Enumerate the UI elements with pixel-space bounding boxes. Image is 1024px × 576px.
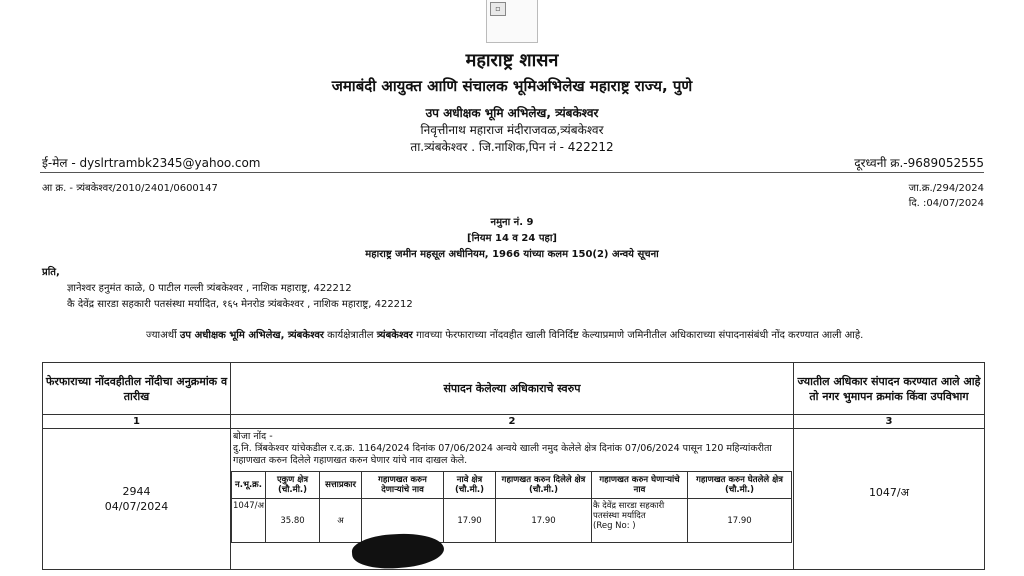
inner-header: एकुण क्षेत्र (चौ.मी.) [266,472,320,499]
inner-header: गहाणखत करुन घेणाऱ्यांचे नाव [592,472,688,499]
column-header-entry: फेरफाराच्या नोंदवहीतील नोंदीचा अनुक्रमांक व तारीख [43,363,231,415]
notice-intro-paragraph [42,328,984,344]
column-number: 1 [43,415,231,429]
government-emblem-image [486,0,538,43]
recipients-label: प्रति, [42,267,60,278]
office-address-line1: निवृत्तीनाथ महाराज मंदीराजवळ,त्र्यंबकेश्वर [420,123,604,137]
recipient-address: कै देवेंद्र सारडा सहकारी पतसंस्था मर्यादित, १६५ मेनरोड त्र्यंबकेश्वर , नाशिक महाराष्ट्र, 422212 [67,299,413,310]
intro-text: ज्याअर्थी [146,330,177,341]
inner-taker-cell [592,499,688,543]
plot-number-cell [794,429,985,570]
mutation-register-table [42,362,985,570]
inner-taker-name: कै देवेंद्र सारडा सहकारी पतसंस्था मर्यादित [593,501,665,521]
column-number: 2 [231,415,794,429]
inner-mortgaged-area: 17.90 [496,499,592,543]
form-act-reference: महाराष्ट्र जमीन महसूल अधीनियम, 1966 यांच्या कलम 150(2) अन्वये सूचना [365,249,659,260]
column-header-survey: ज्यातील अधिकार संपादन करण्यात आले आहे तो नगर भुमापन क्रमांक किंवा उपविभाग [794,363,985,415]
office-email: ई-मेल - dyslrtrambk2345@yahoo.com [42,156,261,170]
letter-date: दि. :04/07/2024 [908,198,984,209]
office-name: उप अधीक्षक भूमि अभिलेख, त्र्यंबकेश्वर [425,106,599,120]
government-title: महाराष्ट्र शासन [465,50,559,71]
form-rule-reference: [नियम 14 व 24 पहा] [467,233,557,244]
department-title: जमाबंदी आयुक्त आणि संचालक भूमिअभिलेख महाराष्ट्र राज्य, पुणे [331,77,693,95]
inner-header: सत्ताप्रकार [320,472,362,499]
inner-header: नावे क्षेत्र (चौ.मी.) [444,472,496,499]
entry-description-cell [231,429,794,570]
office-address-line2: ता.त्र्यंबकेश्वर . जि.नाशिक,पिन नं - 422212 [410,140,614,154]
office-phone: दूरध्वनी क्र.-9689052555 [854,156,984,170]
column-number: 3 [794,415,985,429]
inner-tenure: अ [320,499,362,543]
inner-taker-reg: (Reg No: ) [593,521,636,531]
header-divider [40,172,984,173]
broken-image-icon: ▫ [490,2,506,16]
intro-village: त्र्यंबकेश्वर [376,330,413,341]
entry-number-date-cell [43,429,231,570]
recipient-address: ज्ञानेश्वर हनुमंत काळे, 0 पाटील गल्ली त्र्यंबकेश्वर , नाशिक महाराष्ट्र, 422212 [67,283,352,294]
form-name: नमुना नं. 9 [490,217,534,228]
inner-total-area: 35.80 [266,499,320,543]
inner-name-area: 17.90 [444,499,496,543]
entry-desc-title: बोजा नोंद - [233,431,273,442]
entry-desc-body: दु.नि. त्रिंबकेश्वर यांचेकडील र.द.क्र. 1164/2024 दिनांक 07/06/2024 अन्वये खाली नमुद केलेले क्षेत्र दिनांक 07/06/2024 पासून 120 महिन्यांकरीता गहाणखत करुन दिलेले गहाणखत करुन घेणार यांचे नाव दाखल केले. [233,443,772,466]
inner-taken-area: 17.90 [688,499,792,543]
inward-number: आ क्र. - त्र्यंबकेश्वर/2010/2401/0600147 [42,183,218,194]
inner-header: गहाणखत करुन घेतलेले क्षेत्र (चौ.मी.) [688,472,792,499]
inner-plot: 1047/अ [232,499,266,543]
intro-office: उप अधीक्षक भूमि अभिलेख, त्र्यंबकेश्वर [179,330,324,341]
entry-number: 2944 [122,485,151,498]
inner-header: न.भू.क्र. [232,472,266,499]
plot-number: 1047/अ [868,486,910,499]
entry-date: 04/07/2024 [104,500,169,513]
intro-text: कार्यक्षेत्रातील [327,330,374,341]
mortgage-details-table [231,471,792,543]
column-header-nature: संपादन केलेल्या अधिकाराचे स्वरुप [231,363,794,415]
intro-text: गावच्या फेरफाराच्या नोंदवहीत खाली विनिर्दिष्ट केल्याप्रमाणे जमिनीतील अधिकाराच्या संपादनासंबंधी नोंद करण्यात आली आहे. [416,330,864,341]
inner-header: गहाणखत करुन दिलेले क्षेत्र (चौ.मी.) [496,472,592,499]
inner-header: गहाणखत करुन देणाऱ्यांचे नाव [362,472,444,499]
outward-number: जा.क्र./294/2024 [908,183,984,194]
